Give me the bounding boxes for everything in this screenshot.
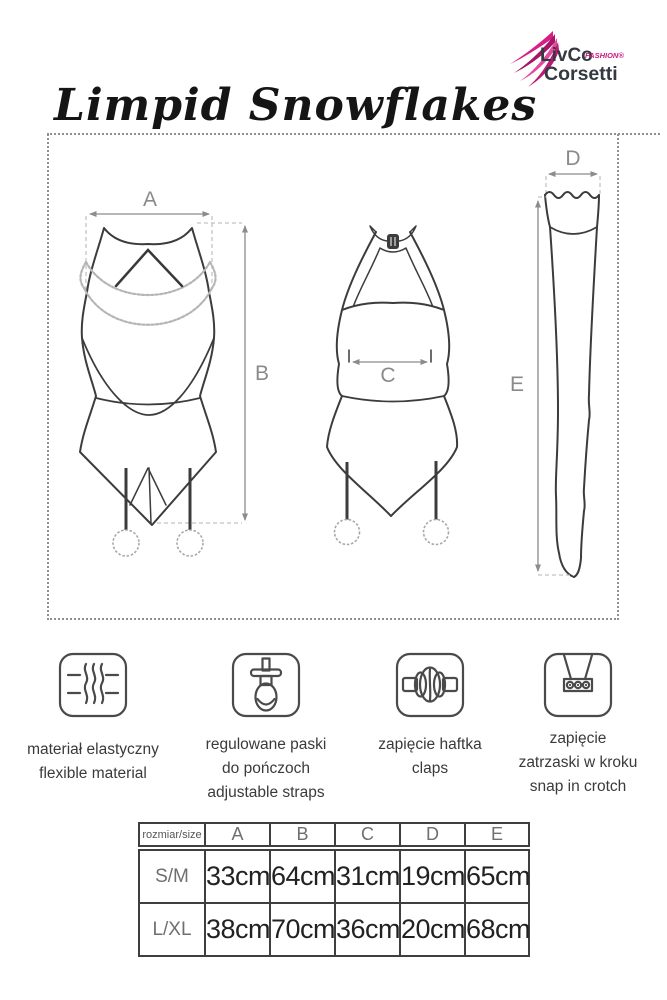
cell-sm-b: 64cm <box>270 850 335 903</box>
cell-sm-d: 19cm <box>400 850 465 903</box>
crotch-snap-icon <box>543 652 613 718</box>
page-title: Limpid Snowflakes <box>54 80 538 131</box>
stocking-leg-left-edge <box>550 227 574 577</box>
caption-line: zatrzaski w kroku <box>518 754 638 771</box>
dimension-c-label: C <box>380 364 396 387</box>
header-size-label: rozmiar/size <box>139 823 205 846</box>
back-pompom-left <box>335 520 360 545</box>
cell-lxl-d: 20cm <box>400 903 465 956</box>
caption-line: do pończoch <box>222 760 310 777</box>
size-table-body <box>138 849 530 957</box>
header-col-e: E <box>465 823 529 846</box>
caption-line: zapięcie haftka <box>378 736 482 753</box>
dimension-a-label: A <box>142 188 158 211</box>
back-pompom-right <box>424 520 449 545</box>
cell-lxl-e: 68cm <box>465 903 529 956</box>
size-table-header <box>138 822 530 847</box>
header-col-b: B <box>270 823 335 846</box>
feature-caption-clasp <box>355 733 505 781</box>
feature-caption-elastic <box>13 738 173 786</box>
cell-lxl-b: 70cm <box>270 903 335 956</box>
stocking-lace-top <box>545 192 599 198</box>
dimension-d-label: D <box>565 147 581 170</box>
brand-name-top: LivCo <box>540 45 593 66</box>
hook-clasp-icon <box>395 652 465 718</box>
stocking-leg-right-edge <box>574 227 597 577</box>
header-col-d: D <box>400 823 465 846</box>
dimension-b-label: B <box>255 362 270 385</box>
header-col-a: A <box>205 823 270 846</box>
brand-fashion-label: FASHION® <box>585 51 624 60</box>
neck-clasp <box>387 234 399 249</box>
caption-line: zapięcie <box>549 730 607 747</box>
row-size-label: L/XL <box>139 903 205 956</box>
feature-caption-straps <box>186 733 346 805</box>
pompom-left <box>113 530 139 556</box>
cell-sm-c: 31cm <box>335 850 400 903</box>
garter-strap-icon <box>231 652 301 718</box>
row-size-label: S/M <box>139 850 205 903</box>
bodysuit-back-drawing <box>327 226 457 545</box>
cell-sm-a: 33cm <box>205 850 270 903</box>
cell-lxl-c: 36cm <box>335 903 400 956</box>
size-table <box>138 822 531 957</box>
garment-diagram <box>47 134 615 618</box>
cell-lxl-a: 38cm <box>205 903 270 956</box>
caption-line: claps <box>411 760 449 777</box>
table-row <box>139 903 529 956</box>
stocking-drawing <box>510 147 600 577</box>
caption-line: snap in crotch <box>529 778 627 795</box>
caption-line: regulowane paski <box>205 736 327 753</box>
dimension-e-label: E <box>509 373 524 396</box>
caption-line: flexible material <box>39 765 147 782</box>
table-row <box>139 850 529 903</box>
pompom-right <box>177 530 203 556</box>
caption-line: materiał elastyczny <box>27 741 159 758</box>
feature-caption-snap <box>498 727 658 799</box>
elastic-material-icon <box>58 652 128 718</box>
welt-seam <box>550 227 597 234</box>
cell-sm-e: 65cm <box>465 850 529 903</box>
bodysuit-front-drawing <box>80 188 269 556</box>
halter-strap-inner <box>352 248 434 310</box>
brand-name-bottom: Corsetti <box>544 63 618 85</box>
caption-line: adjustable straps <box>207 784 325 801</box>
header-col-c: C <box>335 823 400 846</box>
